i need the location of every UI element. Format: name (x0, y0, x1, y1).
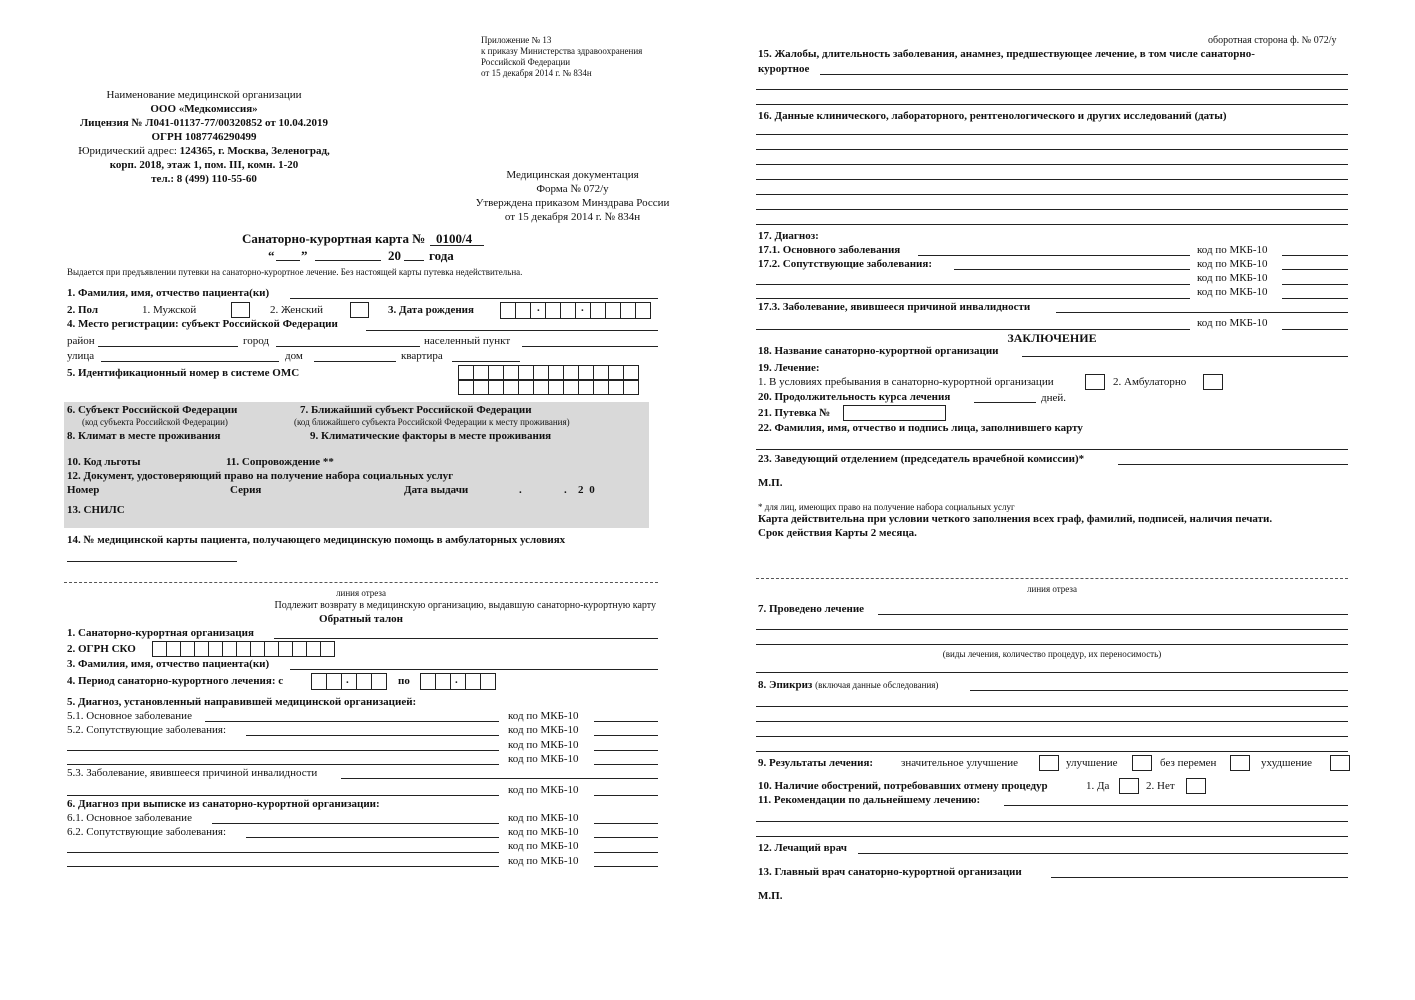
org-address (62, 144, 346, 158)
period-from-dot: . (346, 674, 349, 686)
field-17-label: 17. Диагноз: (758, 230, 819, 242)
doc-date-year: 2 0 (578, 484, 595, 496)
ogrn-cells[interactable] (152, 641, 335, 657)
mkb-label: код по МКБ-10 (508, 724, 579, 736)
doc-info-line: Утверждена приказом Минздрава России (475, 197, 670, 209)
birthdate-dot: . (537, 302, 540, 314)
mkb-label: код по МКБ-10 (508, 826, 579, 838)
talon-62-label: 6.2. Сопутствующие заболевания: (67, 826, 227, 838)
field-r11-label: 11. Рекомендации по дальнейшему лечению: (758, 794, 981, 806)
cut-line-label: линия отреза (336, 588, 386, 598)
cut-line-label: линия отреза (1027, 584, 1077, 594)
cut-line (64, 582, 658, 583)
field-18-label: 18. Название санаторно-курортной организации (758, 345, 999, 357)
mkb-label: код по МКБ-10 (1197, 272, 1268, 284)
mkb-label: код по МКБ-10 (1197, 286, 1268, 298)
result-unchanged-label: без перемен (1160, 757, 1217, 769)
gender-male-label: 1. Мужской (142, 304, 197, 316)
front-side (0, 0, 707, 1000)
field-20-label: 20. Продолжительность курса лечения (758, 391, 951, 403)
field-13-label: 13. СНИЛС (67, 504, 125, 516)
appendix-note (481, 35, 701, 79)
mkb-label: код по МКБ-10 (508, 840, 579, 852)
result-unchanged-checkbox[interactable] (1230, 755, 1250, 771)
birthdate-cells[interactable] (500, 302, 651, 319)
doc-date-dot: . (564, 484, 567, 496)
house-label: дом (285, 350, 303, 362)
reverse-side-label: оборотная сторона ф. № 072/у (1208, 35, 1337, 46)
district-label: район (67, 335, 95, 347)
field-r9-label: 9. Результаты лечения: (758, 757, 874, 769)
field-r8-sub: (включая данные обследования) (815, 680, 939, 690)
talon-4-label: 4. Период санаторно-курортного лечения: с (67, 675, 284, 687)
gender-female-checkbox[interactable] (350, 302, 369, 318)
date-quote-open: “ (268, 248, 275, 263)
doc-number-label: Номер (67, 484, 100, 496)
treatment-outpatient-label: 2. Амбулаторно (1113, 376, 1187, 388)
apartment-label: квартира (401, 350, 443, 362)
field-2-label: 2. Пол (67, 304, 99, 316)
org-license: Лицензия № Л041-01137-77/00320852 от 10.04.2019 (79, 117, 329, 129)
talon-6-label: 6. Диагноз при выписке из санаторно-курортной организации: (67, 798, 380, 810)
field-15-label: 15. Жалобы, длительность заболевания, анамнез, предшествующее лечение, в том числе санаторно- (758, 48, 1255, 60)
mkb-label: код по МКБ-10 (508, 753, 579, 765)
doc-info-line: от 15 декабря 2014 г. № 834н (504, 211, 641, 223)
locality-label: населенный пункт (424, 335, 511, 347)
field-10-label: 10. Код льготы (67, 456, 141, 468)
period-to-cells[interactable] (420, 673, 496, 690)
field-7-label: 7. Ближайший субъект Российской Федерации (300, 404, 532, 416)
field-5-label: 5. Идентификационный номер в системе ОМС (67, 367, 300, 379)
footnote: * для лиц, имеющих право на получение набора социальных услуг (758, 502, 1015, 512)
conclusion-title: ЗАКЛЮЧЕНИЕ (1007, 331, 1097, 345)
period-from-cells[interactable] (311, 673, 387, 690)
org-address-value: 124365, г. Москва, Зеленоград, (179, 145, 330, 157)
talon-51-label: 5.1. Основное заболевание (67, 710, 192, 722)
validity-note: Карта действительна при условии четкого заполнения всех граф, фамилий, подписей, наличия печати. (758, 513, 1273, 525)
result-significant-checkbox[interactable] (1039, 755, 1059, 771)
mkb-label: код по МКБ-10 (1197, 258, 1268, 270)
org-ogrn: ОГРН 1087746290499 (151, 131, 257, 143)
back-side (708, 0, 1415, 1000)
street-label: улица (67, 350, 95, 362)
exacerbation-yes-label: 1. Да (1086, 780, 1110, 792)
exacerbation-no-label: 2. Нет (1146, 780, 1175, 792)
mkb-label: код по МКБ-10 (508, 855, 579, 867)
result-worse-label: ухудшение (1261, 757, 1312, 769)
mkb-label: код по МКБ-10 (1197, 244, 1268, 256)
oms-cells-row2[interactable] (458, 379, 639, 395)
field-r10-label: 10. Наличие обострений, потребовавших отмену процедур (758, 780, 1048, 792)
return-note: Подлежит возврату в медицинскую организацию, выдавшую санаторно-курортную карту (274, 600, 656, 611)
field-173-label: 17.3. Заболевание, явившееся причиной инвалидности (758, 301, 1031, 313)
gender-male-checkbox[interactable] (231, 302, 250, 318)
issue-note: Выдается при предъявлении путевки на санаторно-курортное лечение. Без настоящей карты путевка недействительна. (67, 267, 523, 277)
doc-info (460, 168, 685, 224)
field-6-sub: (код субъекта Российской Федерации) (82, 417, 228, 427)
field-21-label: 21. Путевка № (758, 407, 831, 419)
doc-series-label: Серия (230, 484, 262, 496)
field-7-sub: (код ближайшего субъекта Российской Федерации к месту проживания) (294, 417, 570, 427)
mkb-label: код по МКБ-10 (508, 710, 579, 722)
talon-2-label: 2. ОГРН СКО (67, 643, 136, 655)
birthdate-dot: . (581, 302, 584, 314)
field-r7-sub: (виды лечения, количество процедур, их переносимость) (942, 649, 1162, 659)
org-phone: тел.: 8 (499) 110-55-60 (151, 173, 257, 185)
talon-52-label: 5.2. Сопутствующие заболевания: (67, 724, 227, 736)
card-number: 0100/4 (436, 231, 473, 246)
mkb-label: код по МКБ-10 (508, 739, 579, 751)
result-improved-checkbox[interactable] (1132, 755, 1152, 771)
field-11-label: 11. Сопровождение ** (226, 456, 334, 468)
org-address-line2: корп. 2018, этаж 1, пом. III, комн. 1-20 (109, 159, 299, 171)
date-year-prefix: 20 (388, 248, 401, 263)
field-22-label: 22. Фамилия, имя, отчество и подпись лица, заполнившего карту (758, 422, 1083, 434)
mkb-label: код по МКБ-10 (508, 784, 579, 796)
talon-3-label: 3. Фамилия, имя, отчество пациента(ки) (67, 658, 270, 670)
field-14-label: 14. № медицинской карты пациента, получающего медицинскую помощь в амбулаторных условиях (67, 534, 566, 546)
talon-1-label: 1. Санаторно-курортная организация (67, 627, 254, 639)
doc-date-dot: . (519, 484, 522, 496)
org-label: Наименование медицинской организации (106, 89, 302, 101)
exacerbation-yes-checkbox[interactable] (1119, 778, 1139, 794)
date-quote-close: ” (301, 248, 308, 263)
days-label: дней. (1041, 392, 1067, 404)
appendix-line: Приложение № 13 (481, 35, 552, 45)
result-significant-label: значительное улучшение (901, 757, 1018, 769)
validity-period: Срок действия Карты 2 месяца. (758, 527, 917, 539)
cut-line (756, 578, 1348, 579)
talon-53-label: 5.3. Заболевание, явившееся причиной инвалидности (67, 767, 318, 779)
treatment-inpatient-checkbox[interactable] (1085, 374, 1105, 390)
return-talon-title: Обратный талон (319, 613, 403, 625)
field-9-label: 9. Климатические факторы в месте проживания (310, 430, 552, 442)
result-improved-label: улучшение (1066, 757, 1118, 769)
org-block (62, 88, 346, 186)
field-1-label: 1. Фамилия, имя, отчество пациента(ки) (67, 287, 270, 299)
stamp-label: М.П. (758, 477, 783, 489)
field-8-label: 8. Климат в месте проживания (67, 430, 221, 442)
exacerbation-no-checkbox[interactable] (1186, 778, 1206, 794)
gender-female-label: 2. Женский (270, 304, 324, 316)
field-3-label: 3. Дата рождения (388, 304, 474, 316)
appendix-line: Российской Федерации (481, 57, 571, 67)
field-15-label-cont: курортное (758, 63, 810, 75)
field-r7-label: 7. Проведено лечение (758, 603, 865, 615)
field-23-label: 23. Заведующий отделением (председатель врачебной комиссии)* (758, 453, 1085, 465)
city-label: город (243, 335, 270, 347)
talon-5-label: 5. Диагноз, установленный направившей медицинской организацией: (67, 696, 417, 708)
field-r13-label: 13. Главный врач санаторно-курортной организации (758, 866, 1022, 878)
org-name: ООО «Медкомиссия» (150, 103, 258, 115)
appendix-line: от 15 декабря 2014 г. № 834н (481, 68, 592, 78)
doc-date-label: Дата выдачи (404, 484, 469, 496)
field-r12-label: 12. Лечащий врач (758, 842, 847, 854)
field-4-label: 4. Место регистрации: субъект Российской Федерации (67, 318, 338, 330)
stamp-label: М.П. (758, 890, 783, 902)
card-title: Санаторно-курортная карта № (242, 231, 426, 246)
field-r8-label: 8. Эпикриз (758, 679, 813, 691)
date-year-suffix: года (429, 248, 454, 263)
field-12-label: 12. Документ, удостоверяющий право на получение набора социальных услуг (67, 470, 454, 482)
field-16-label: 16. Данные клинического, лабораторного, рентгенологического и других исследований (даты) (758, 110, 1227, 122)
doc-info-line: Форма № 072/у (536, 183, 609, 195)
voucher-number-field[interactable] (843, 405, 946, 421)
appendix-line: к приказу Министерства здравоохранения (481, 46, 643, 56)
mkb-label: код по МКБ-10 (1197, 317, 1268, 329)
treatment-outpatient-checkbox[interactable] (1203, 374, 1223, 390)
field-171-label: 17.1. Основного заболевания (758, 244, 901, 256)
treatment-inpatient-label: 1. В условиях пребывания в санаторно-курортной организации (758, 376, 1054, 388)
field-6-label: 6. Субъект Российской Федерации (67, 404, 238, 416)
mkb-label: код по МКБ-10 (508, 812, 579, 824)
field-19-label: 19. Лечение: (758, 362, 820, 374)
talon-61-label: 6.1. Основное заболевание (67, 812, 192, 824)
result-worse-checkbox[interactable] (1330, 755, 1350, 771)
org-address-label: Юридический адрес: (78, 145, 180, 157)
doc-info-line: Медицинская документация (506, 169, 639, 181)
period-to-dot: . (455, 674, 458, 686)
field-r8 (758, 680, 938, 691)
period-to-label: по (398, 675, 410, 687)
field-172-label: 17.2. Сопутствующие заболевания: (758, 258, 932, 270)
